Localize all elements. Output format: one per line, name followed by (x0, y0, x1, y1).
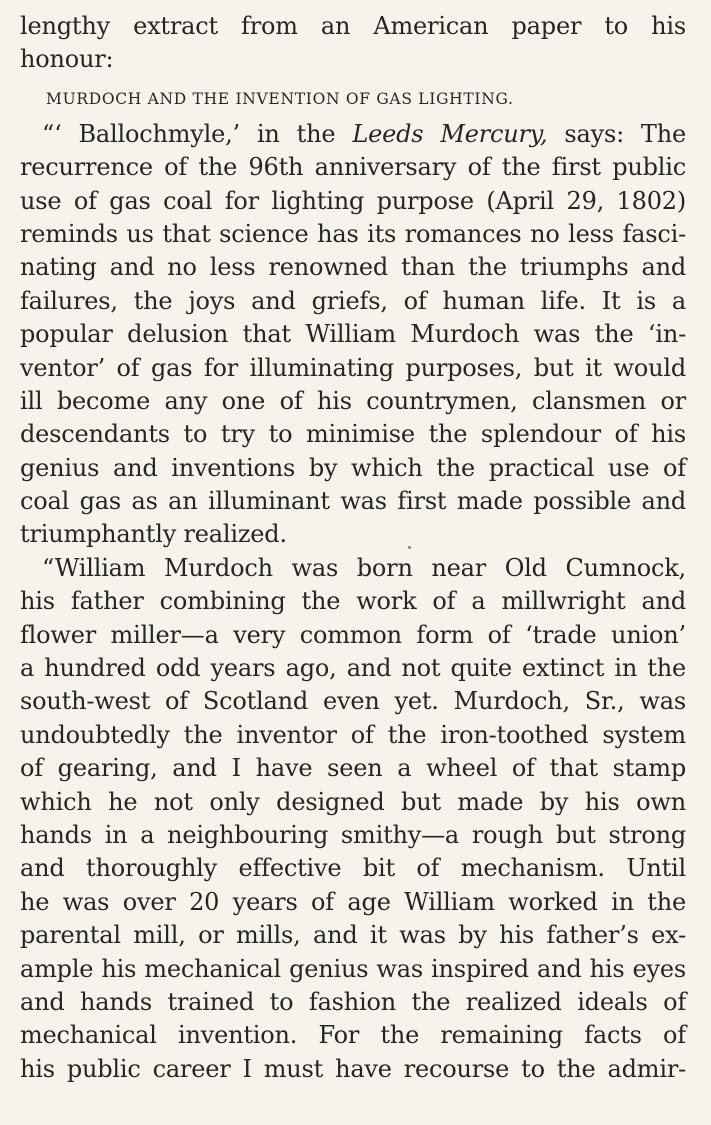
paragraph-2-line: he was over 20 years of age William worked in the (20, 887, 686, 916)
intro-line-2: honour: (20, 45, 114, 74)
newspaper-title: Leeds Mercury, (352, 119, 548, 148)
intro-line-1: lengthy extract from an American paper to his (20, 12, 686, 40)
paragraph-1-line: ill become any one of his countrymen, clansmen or (20, 386, 686, 415)
paragraph-2-line: flower miller—a very common form of ‘trade union’ (20, 620, 686, 649)
paragraph-2-line: mechanical invention. For the remaining facts of (20, 1021, 686, 1050)
paragraph-1-line-1 (20, 118, 686, 151)
paragraph-murdoch-biography (20, 552, 686, 1086)
paragraph-2-line: and thoroughly effective bit of mechanism. Until (20, 854, 686, 883)
para1-open-rest: says: The (547, 119, 687, 148)
paragraph-2-line: south-west of Scotland even yet. Murdoch, Sr., was (20, 687, 686, 716)
paragraph-1-line: nating and no less renowned than the triumphs and (20, 253, 686, 282)
paragraph-1-line: coal gas as an illuminant was first made possible and (20, 487, 686, 516)
paragraph-1-line: recurrence of the 96th anniversary of the first public (20, 153, 686, 182)
paragraph-ballochmyle (20, 118, 686, 552)
section-heading: MURDOCH AND THE INVENTION OF GAS LIGHTING. (46, 89, 514, 108)
paragraph-2-line: his public career I must have recourse to the admir- (20, 1054, 686, 1083)
paragraph-2-line: and hands trained to fashion the realized ideals of (20, 987, 686, 1016)
paragraph-1-line: use of gas coal for lighting purpose (April 29, 1802) (20, 186, 686, 215)
paragraph-2-line: which he not only designed but made by his own (20, 787, 686, 816)
paragraph-2-line: ample his mechanical genius was inspired and his eyes (20, 954, 686, 983)
paragraph-2-line: parental mill, or mills, and it was by his father’s ex- (20, 921, 686, 950)
paragraph-1-last-line: triumphantly realized. (20, 520, 287, 549)
paragraph-1-line: ventor’ of gas for illuminating purposes, but it would (20, 353, 686, 382)
paragraph-2-line: a hundred odd years ago, and not quite extinct in the (20, 654, 686, 683)
paragraph-2-line: hands in a neighbouring smithy—a rough but strong (20, 820, 686, 849)
paragraph-1-line: popular delusion that William Murdoch was the ‘in- (20, 320, 686, 349)
print-speck (408, 546, 411, 549)
paragraph-2-line: his father combining the work of a millwright and (20, 587, 686, 616)
paragraph-1-line: genius and inventions by which the practical use of (20, 453, 686, 482)
paragraph-2-line: of gearing, and I have seen a wheel of that stamp (20, 754, 686, 783)
paragraph-1-line: descendants to try to minimise the splendour of his (20, 420, 686, 449)
paragraph-1-line: reminds us that science has its romances no less fasci- (20, 219, 686, 248)
paragraph-2-line-1: “William Murdoch was born near Old Cumnock, (42, 553, 686, 582)
paragraph-2-line: undoubtedly the inventor of the iron-toothed system (20, 720, 686, 749)
paragraph-1-line: failures, the joys and griefs, of human life. It is a (20, 286, 686, 315)
para1-open: “‘ Ballochmyle,’ in the (42, 119, 353, 148)
